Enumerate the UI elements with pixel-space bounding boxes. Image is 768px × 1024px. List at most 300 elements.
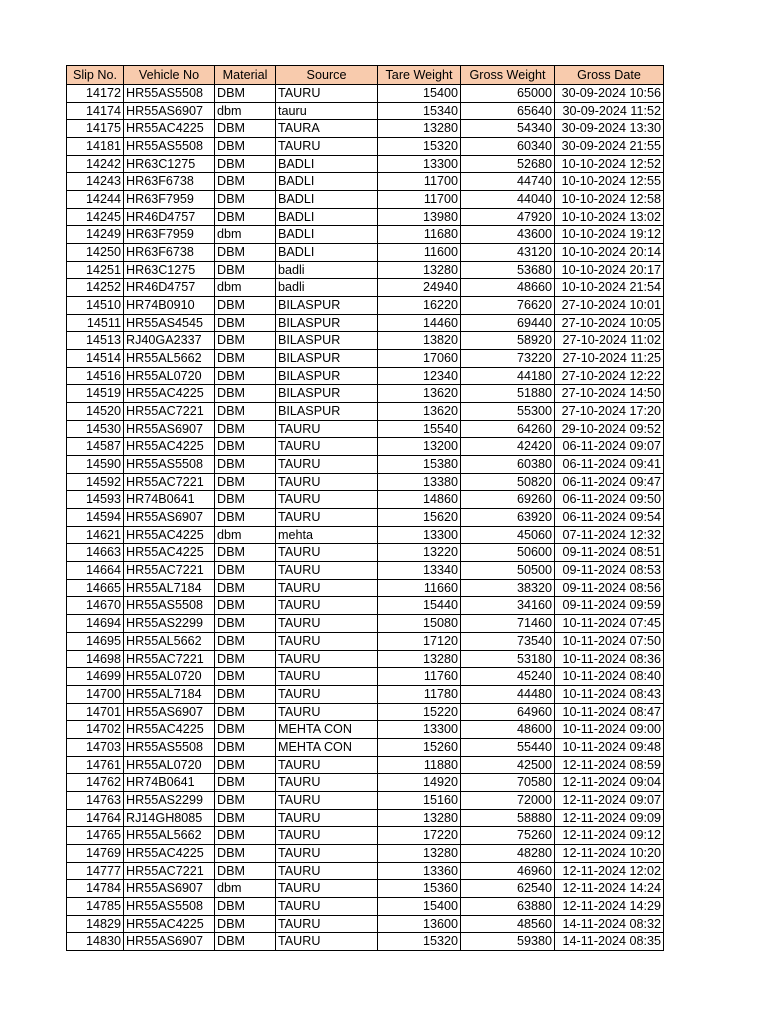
cell-gross-date: 06-11-2024 09:07 bbox=[555, 438, 664, 456]
cell-material: DBM bbox=[215, 933, 276, 951]
cell-gross-date: 10-11-2024 07:50 bbox=[555, 632, 664, 650]
cell-gross-weight: 48660 bbox=[461, 279, 555, 297]
cell-tare-weight: 13340 bbox=[378, 562, 461, 580]
cell-vehicle-no: HR74B0910 bbox=[124, 297, 215, 315]
cell-vehicle-no: HR55AC7221 bbox=[124, 562, 215, 580]
cell-source: BADLI bbox=[276, 191, 378, 209]
cell-slip-no: 14694 bbox=[67, 615, 124, 633]
cell-slip-no: 14670 bbox=[67, 597, 124, 615]
cell-tare-weight: 13300 bbox=[378, 155, 461, 173]
table-row bbox=[67, 297, 664, 315]
table-row bbox=[67, 367, 664, 385]
cell-material: DBM bbox=[215, 844, 276, 862]
cell-slip-no: 14513 bbox=[67, 332, 124, 350]
cell-tare-weight: 15440 bbox=[378, 597, 461, 615]
cell-vehicle-no: HR55AS5508 bbox=[124, 897, 215, 915]
table-row bbox=[67, 191, 664, 209]
cell-source: BADLI bbox=[276, 244, 378, 262]
cell-slip-no: 14777 bbox=[67, 862, 124, 880]
cell-slip-no: 14695 bbox=[67, 632, 124, 650]
cell-tare-weight: 13620 bbox=[378, 385, 461, 403]
cell-material: dbm bbox=[215, 279, 276, 297]
cell-slip-no: 14249 bbox=[67, 226, 124, 244]
cell-source: badli bbox=[276, 261, 378, 279]
cell-vehicle-no: HR63F6738 bbox=[124, 244, 215, 262]
cell-tare-weight: 15400 bbox=[378, 85, 461, 103]
cell-source: BILASPUR bbox=[276, 332, 378, 350]
cell-source: BADLI bbox=[276, 155, 378, 173]
cell-tare-weight: 15400 bbox=[378, 897, 461, 915]
cell-source: TAURU bbox=[276, 685, 378, 703]
cell-gross-date: 12-11-2024 09:09 bbox=[555, 809, 664, 827]
cell-slip-no: 14592 bbox=[67, 473, 124, 491]
cell-tare-weight: 13280 bbox=[378, 261, 461, 279]
cell-gross-date: 06-11-2024 09:50 bbox=[555, 491, 664, 509]
cell-gross-weight: 48560 bbox=[461, 915, 555, 933]
cell-vehicle-no: HR55AS6907 bbox=[124, 509, 215, 527]
cell-source: TAURU bbox=[276, 138, 378, 156]
cell-gross-weight: 50600 bbox=[461, 544, 555, 562]
cell-material: DBM bbox=[215, 491, 276, 509]
cell-vehicle-no: HR55AS6907 bbox=[124, 703, 215, 721]
cell-source: TAURU bbox=[276, 438, 378, 456]
cell-slip-no: 14252 bbox=[67, 279, 124, 297]
table-row bbox=[67, 756, 664, 774]
cell-slip-no: 14245 bbox=[67, 208, 124, 226]
cell-source: TAURU bbox=[276, 491, 378, 509]
cell-material: DBM bbox=[215, 544, 276, 562]
table-row bbox=[67, 774, 664, 792]
cell-tare-weight: 14920 bbox=[378, 774, 461, 792]
cell-vehicle-no: HR63C1275 bbox=[124, 261, 215, 279]
cell-material: DBM bbox=[215, 721, 276, 739]
header-material: Material bbox=[215, 66, 276, 85]
cell-slip-no: 14702 bbox=[67, 721, 124, 739]
cell-slip-no: 14699 bbox=[67, 668, 124, 686]
cell-tare-weight: 13380 bbox=[378, 473, 461, 491]
cell-vehicle-no: HR55AC4225 bbox=[124, 915, 215, 933]
cell-gross-date: 10-11-2024 08:40 bbox=[555, 668, 664, 686]
cell-gross-weight: 48600 bbox=[461, 721, 555, 739]
cell-gross-date: 12-11-2024 08:59 bbox=[555, 756, 664, 774]
cell-gross-date: 10-11-2024 09:00 bbox=[555, 721, 664, 739]
cell-gross-weight: 65640 bbox=[461, 102, 555, 120]
cell-gross-date: 27-10-2024 10:01 bbox=[555, 297, 664, 315]
cell-material: dbm bbox=[215, 880, 276, 898]
cell-gross-date: 10-10-2024 20:17 bbox=[555, 261, 664, 279]
cell-material: DBM bbox=[215, 350, 276, 368]
cell-source: TAURU bbox=[276, 668, 378, 686]
cell-material: DBM bbox=[215, 562, 276, 580]
cell-vehicle-no: HR55AC4225 bbox=[124, 844, 215, 862]
cell-gross-weight: 70580 bbox=[461, 774, 555, 792]
cell-gross-date: 09-11-2024 08:56 bbox=[555, 579, 664, 597]
table-row bbox=[67, 138, 664, 156]
cell-source: BADLI bbox=[276, 226, 378, 244]
cell-material: DBM bbox=[215, 809, 276, 827]
cell-material: DBM bbox=[215, 615, 276, 633]
cell-slip-no: 14590 bbox=[67, 456, 124, 474]
cell-vehicle-no: HR55AS2299 bbox=[124, 615, 215, 633]
cell-gross-date: 10-10-2024 21:54 bbox=[555, 279, 664, 297]
cell-slip-no: 14516 bbox=[67, 367, 124, 385]
cell-material: DBM bbox=[215, 703, 276, 721]
header-gross-weight: Gross Weight bbox=[461, 66, 555, 85]
cell-slip-no: 14784 bbox=[67, 880, 124, 898]
cell-source: mehta bbox=[276, 526, 378, 544]
cell-gross-weight: 64960 bbox=[461, 703, 555, 721]
cell-material: DBM bbox=[215, 420, 276, 438]
header-tare-weight: Tare Weight bbox=[378, 66, 461, 85]
cell-slip-no: 14174 bbox=[67, 102, 124, 120]
table-row bbox=[67, 403, 664, 421]
table-row bbox=[67, 544, 664, 562]
cell-source: TAURU bbox=[276, 562, 378, 580]
table-row bbox=[67, 915, 664, 933]
cell-source: TAURU bbox=[276, 703, 378, 721]
cell-gross-weight: 46960 bbox=[461, 862, 555, 880]
cell-gross-weight: 53180 bbox=[461, 650, 555, 668]
cell-gross-date: 30-09-2024 11:52 bbox=[555, 102, 664, 120]
cell-tare-weight: 11700 bbox=[378, 191, 461, 209]
cell-tare-weight: 15260 bbox=[378, 738, 461, 756]
cell-tare-weight: 15220 bbox=[378, 703, 461, 721]
cell-gross-weight: 44740 bbox=[461, 173, 555, 191]
cell-gross-weight: 69440 bbox=[461, 314, 555, 332]
cell-gross-date: 27-10-2024 17:20 bbox=[555, 403, 664, 421]
cell-vehicle-no: HR55AC4225 bbox=[124, 385, 215, 403]
cell-gross-date: 09-11-2024 08:53 bbox=[555, 562, 664, 580]
cell-gross-date: 27-10-2024 10:05 bbox=[555, 314, 664, 332]
cell-gross-date: 10-10-2024 12:58 bbox=[555, 191, 664, 209]
cell-gross-weight: 45060 bbox=[461, 526, 555, 544]
cell-tare-weight: 11700 bbox=[378, 173, 461, 191]
cell-slip-no: 14175 bbox=[67, 120, 124, 138]
table-row bbox=[67, 827, 664, 845]
cell-material: DBM bbox=[215, 314, 276, 332]
cell-gross-weight: 64260 bbox=[461, 420, 555, 438]
cell-slip-no: 14698 bbox=[67, 650, 124, 668]
cell-gross-weight: 75260 bbox=[461, 827, 555, 845]
cell-slip-no: 14621 bbox=[67, 526, 124, 544]
cell-gross-date: 07-11-2024 12:32 bbox=[555, 526, 664, 544]
cell-source: TAURU bbox=[276, 579, 378, 597]
cell-slip-no: 14765 bbox=[67, 827, 124, 845]
cell-tare-weight: 12340 bbox=[378, 367, 461, 385]
cell-gross-date: 10-11-2024 08:36 bbox=[555, 650, 664, 668]
cell-tare-weight: 17220 bbox=[378, 827, 461, 845]
cell-tare-weight: 13300 bbox=[378, 526, 461, 544]
table-body bbox=[67, 85, 664, 951]
header-row bbox=[67, 66, 664, 85]
cell-gross-weight: 45240 bbox=[461, 668, 555, 686]
cell-tare-weight: 24940 bbox=[378, 279, 461, 297]
cell-source: TAURU bbox=[276, 844, 378, 862]
cell-gross-date: 12-11-2024 10:20 bbox=[555, 844, 664, 862]
cell-tare-weight: 17060 bbox=[378, 350, 461, 368]
cell-gross-date: 12-11-2024 14:24 bbox=[555, 880, 664, 898]
cell-tare-weight: 15340 bbox=[378, 102, 461, 120]
cell-vehicle-no: HR55AL7184 bbox=[124, 579, 215, 597]
cell-source: BILASPUR bbox=[276, 403, 378, 421]
cell-slip-no: 14763 bbox=[67, 791, 124, 809]
cell-vehicle-no: HR55AL0720 bbox=[124, 668, 215, 686]
table-row bbox=[67, 385, 664, 403]
table-row bbox=[67, 226, 664, 244]
cell-gross-date: 14-11-2024 08:35 bbox=[555, 933, 664, 951]
cell-tare-weight: 14460 bbox=[378, 314, 461, 332]
cell-source: TAURU bbox=[276, 933, 378, 951]
cell-vehicle-no: HR46D4757 bbox=[124, 208, 215, 226]
cell-vehicle-no: HR74B0641 bbox=[124, 774, 215, 792]
table-row bbox=[67, 173, 664, 191]
cell-tare-weight: 13280 bbox=[378, 809, 461, 827]
cell-slip-no: 14530 bbox=[67, 420, 124, 438]
cell-tare-weight: 17120 bbox=[378, 632, 461, 650]
cell-tare-weight: 15320 bbox=[378, 933, 461, 951]
cell-gross-date: 10-10-2024 20:14 bbox=[555, 244, 664, 262]
cell-gross-date: 27-10-2024 11:02 bbox=[555, 332, 664, 350]
cell-vehicle-no: HR55AL5662 bbox=[124, 632, 215, 650]
cell-vehicle-no: HR55AS6907 bbox=[124, 933, 215, 951]
cell-tare-weight: 13280 bbox=[378, 650, 461, 668]
table-row bbox=[67, 880, 664, 898]
cell-gross-weight: 48280 bbox=[461, 844, 555, 862]
cell-material: DBM bbox=[215, 85, 276, 103]
cell-material: dbm bbox=[215, 226, 276, 244]
cell-vehicle-no: HR63C1275 bbox=[124, 155, 215, 173]
cell-source: BILASPUR bbox=[276, 297, 378, 315]
cell-gross-weight: 63920 bbox=[461, 509, 555, 527]
table-row bbox=[67, 791, 664, 809]
cell-vehicle-no: HR74B0641 bbox=[124, 491, 215, 509]
cell-gross-weight: 50820 bbox=[461, 473, 555, 491]
cell-vehicle-no: HR55AS5508 bbox=[124, 597, 215, 615]
cell-source: BILASPUR bbox=[276, 314, 378, 332]
cell-vehicle-no: HR63F7959 bbox=[124, 226, 215, 244]
cell-slip-no: 14520 bbox=[67, 403, 124, 421]
cell-slip-no: 14519 bbox=[67, 385, 124, 403]
cell-source: MEHTA CON bbox=[276, 721, 378, 739]
table-row bbox=[67, 526, 664, 544]
cell-tare-weight: 13360 bbox=[378, 862, 461, 880]
cell-slip-no: 14761 bbox=[67, 756, 124, 774]
cell-source: TAURU bbox=[276, 897, 378, 915]
cell-vehicle-no: HR55AC4225 bbox=[124, 526, 215, 544]
cell-source: TAURU bbox=[276, 791, 378, 809]
cell-gross-weight: 76620 bbox=[461, 297, 555, 315]
cell-gross-date: 10-11-2024 09:48 bbox=[555, 738, 664, 756]
cell-tare-weight: 11760 bbox=[378, 668, 461, 686]
cell-material: DBM bbox=[215, 438, 276, 456]
cell-vehicle-no: HR55AL0720 bbox=[124, 367, 215, 385]
cell-gross-weight: 63880 bbox=[461, 897, 555, 915]
cell-gross-date: 10-10-2024 12:52 bbox=[555, 155, 664, 173]
table-row bbox=[67, 332, 664, 350]
cell-material: DBM bbox=[215, 579, 276, 597]
cell-tare-weight: 11600 bbox=[378, 244, 461, 262]
cell-tare-weight: 15540 bbox=[378, 420, 461, 438]
cell-vehicle-no: HR55AS5508 bbox=[124, 738, 215, 756]
cell-source: BILASPUR bbox=[276, 350, 378, 368]
cell-gross-weight: 54340 bbox=[461, 120, 555, 138]
cell-slip-no: 14511 bbox=[67, 314, 124, 332]
table-row bbox=[67, 491, 664, 509]
cell-gross-weight: 51880 bbox=[461, 385, 555, 403]
header-slip-no: Slip No. bbox=[67, 66, 124, 85]
weighbridge-table bbox=[66, 65, 664, 951]
cell-gross-date: 12-11-2024 09:04 bbox=[555, 774, 664, 792]
cell-material: DBM bbox=[215, 473, 276, 491]
cell-gross-date: 06-11-2024 09:54 bbox=[555, 509, 664, 527]
table-row bbox=[67, 85, 664, 103]
cell-gross-date: 10-11-2024 07:45 bbox=[555, 615, 664, 633]
cell-gross-date: 12-11-2024 14:29 bbox=[555, 897, 664, 915]
cell-slip-no: 14830 bbox=[67, 933, 124, 951]
cell-vehicle-no: HR55AC7221 bbox=[124, 403, 215, 421]
cell-source: TAURU bbox=[276, 809, 378, 827]
cell-material: DBM bbox=[215, 385, 276, 403]
cell-material: DBM bbox=[215, 897, 276, 915]
cell-gross-date: 30-09-2024 13:30 bbox=[555, 120, 664, 138]
cell-slip-no: 14587 bbox=[67, 438, 124, 456]
cell-tare-weight: 11780 bbox=[378, 685, 461, 703]
table-row bbox=[67, 615, 664, 633]
cell-source: TAURU bbox=[276, 85, 378, 103]
cell-source: TAURU bbox=[276, 420, 378, 438]
cell-slip-no: 14242 bbox=[67, 155, 124, 173]
cell-material: DBM bbox=[215, 738, 276, 756]
cell-material: DBM bbox=[215, 155, 276, 173]
cell-gross-weight: 53680 bbox=[461, 261, 555, 279]
cell-source: tauru bbox=[276, 102, 378, 120]
cell-gross-date: 29-10-2024 09:52 bbox=[555, 420, 664, 438]
cell-vehicle-no: HR55AS6907 bbox=[124, 880, 215, 898]
cell-vehicle-no: HR55AL0720 bbox=[124, 756, 215, 774]
cell-slip-no: 14244 bbox=[67, 191, 124, 209]
cell-slip-no: 14762 bbox=[67, 774, 124, 792]
table-row bbox=[67, 685, 664, 703]
cell-vehicle-no: RJ14GH8085 bbox=[124, 809, 215, 827]
cell-tare-weight: 16220 bbox=[378, 297, 461, 315]
cell-material: DBM bbox=[215, 244, 276, 262]
cell-gross-date: 27-10-2024 12:22 bbox=[555, 367, 664, 385]
cell-material: DBM bbox=[215, 297, 276, 315]
cell-gross-weight: 60340 bbox=[461, 138, 555, 156]
cell-gross-date: 06-11-2024 09:47 bbox=[555, 473, 664, 491]
cell-vehicle-no: HR55AL5662 bbox=[124, 827, 215, 845]
header-vehicle-no: Vehicle No bbox=[124, 66, 215, 85]
cell-material: DBM bbox=[215, 120, 276, 138]
table-row bbox=[67, 809, 664, 827]
cell-source: TAURU bbox=[276, 597, 378, 615]
cell-gross-weight: 50500 bbox=[461, 562, 555, 580]
cell-gross-weight: 34160 bbox=[461, 597, 555, 615]
table-row bbox=[67, 155, 664, 173]
cell-source: BADLI bbox=[276, 173, 378, 191]
cell-slip-no: 14172 bbox=[67, 85, 124, 103]
cell-gross-weight: 55300 bbox=[461, 403, 555, 421]
cell-source: BILASPUR bbox=[276, 385, 378, 403]
cell-gross-weight: 71460 bbox=[461, 615, 555, 633]
table-row bbox=[67, 650, 664, 668]
cell-slip-no: 14701 bbox=[67, 703, 124, 721]
cell-gross-weight: 58920 bbox=[461, 332, 555, 350]
cell-gross-date: 10-10-2024 12:55 bbox=[555, 173, 664, 191]
table-row bbox=[67, 632, 664, 650]
cell-tare-weight: 15620 bbox=[378, 509, 461, 527]
cell-tare-weight: 14860 bbox=[378, 491, 461, 509]
cell-source: TAURU bbox=[276, 880, 378, 898]
cell-tare-weight: 11680 bbox=[378, 226, 461, 244]
cell-tare-weight: 13820 bbox=[378, 332, 461, 350]
cell-vehicle-no: HR55AS5508 bbox=[124, 85, 215, 103]
cell-source: TAURU bbox=[276, 615, 378, 633]
cell-vehicle-no: HR55AS5508 bbox=[124, 456, 215, 474]
cell-gross-weight: 73540 bbox=[461, 632, 555, 650]
cell-slip-no: 14769 bbox=[67, 844, 124, 862]
cell-slip-no: 14663 bbox=[67, 544, 124, 562]
cell-source: badli bbox=[276, 279, 378, 297]
cell-material: DBM bbox=[215, 261, 276, 279]
header-gross-date: Gross Date bbox=[555, 66, 664, 85]
cell-gross-weight: 69260 bbox=[461, 491, 555, 509]
cell-gross-weight: 55440 bbox=[461, 738, 555, 756]
cell-gross-date: 10-11-2024 08:47 bbox=[555, 703, 664, 721]
cell-slip-no: 14829 bbox=[67, 915, 124, 933]
table-row bbox=[67, 102, 664, 120]
cell-material: DBM bbox=[215, 403, 276, 421]
table-row bbox=[67, 562, 664, 580]
cell-tare-weight: 11660 bbox=[378, 579, 461, 597]
cell-gross-weight: 44480 bbox=[461, 685, 555, 703]
cell-gross-weight: 42420 bbox=[461, 438, 555, 456]
cell-slip-no: 14181 bbox=[67, 138, 124, 156]
cell-source: TAURU bbox=[276, 915, 378, 933]
cell-vehicle-no: HR55AS5508 bbox=[124, 138, 215, 156]
cell-source: TAURU bbox=[276, 827, 378, 845]
cell-material: DBM bbox=[215, 597, 276, 615]
cell-gross-weight: 73220 bbox=[461, 350, 555, 368]
cell-vehicle-no: HR55AC4225 bbox=[124, 438, 215, 456]
table-row bbox=[67, 579, 664, 597]
cell-vehicle-no: RJ40GA2337 bbox=[124, 332, 215, 350]
cell-vehicle-no: HR55AC7221 bbox=[124, 862, 215, 880]
table-row bbox=[67, 844, 664, 862]
cell-gross-weight: 58880 bbox=[461, 809, 555, 827]
cell-slip-no: 14664 bbox=[67, 562, 124, 580]
cell-gross-date: 10-10-2024 13:02 bbox=[555, 208, 664, 226]
cell-vehicle-no: HR55AC7221 bbox=[124, 473, 215, 491]
cell-material: DBM bbox=[215, 774, 276, 792]
cell-gross-date: 10-10-2024 19:12 bbox=[555, 226, 664, 244]
cell-gross-weight: 43600 bbox=[461, 226, 555, 244]
cell-material: dbm bbox=[215, 526, 276, 544]
cell-material: dbm bbox=[215, 102, 276, 120]
cell-gross-weight: 62540 bbox=[461, 880, 555, 898]
table-row bbox=[67, 244, 664, 262]
cell-source: TAURU bbox=[276, 544, 378, 562]
cell-material: DBM bbox=[215, 456, 276, 474]
table-row bbox=[67, 120, 664, 138]
cell-vehicle-no: HR46D4757 bbox=[124, 279, 215, 297]
cell-vehicle-no: HR55AS6907 bbox=[124, 102, 215, 120]
cell-source: BADLI bbox=[276, 208, 378, 226]
cell-tare-weight: 13300 bbox=[378, 721, 461, 739]
cell-tare-weight: 13980 bbox=[378, 208, 461, 226]
cell-tare-weight: 15380 bbox=[378, 456, 461, 474]
table-row bbox=[67, 438, 664, 456]
